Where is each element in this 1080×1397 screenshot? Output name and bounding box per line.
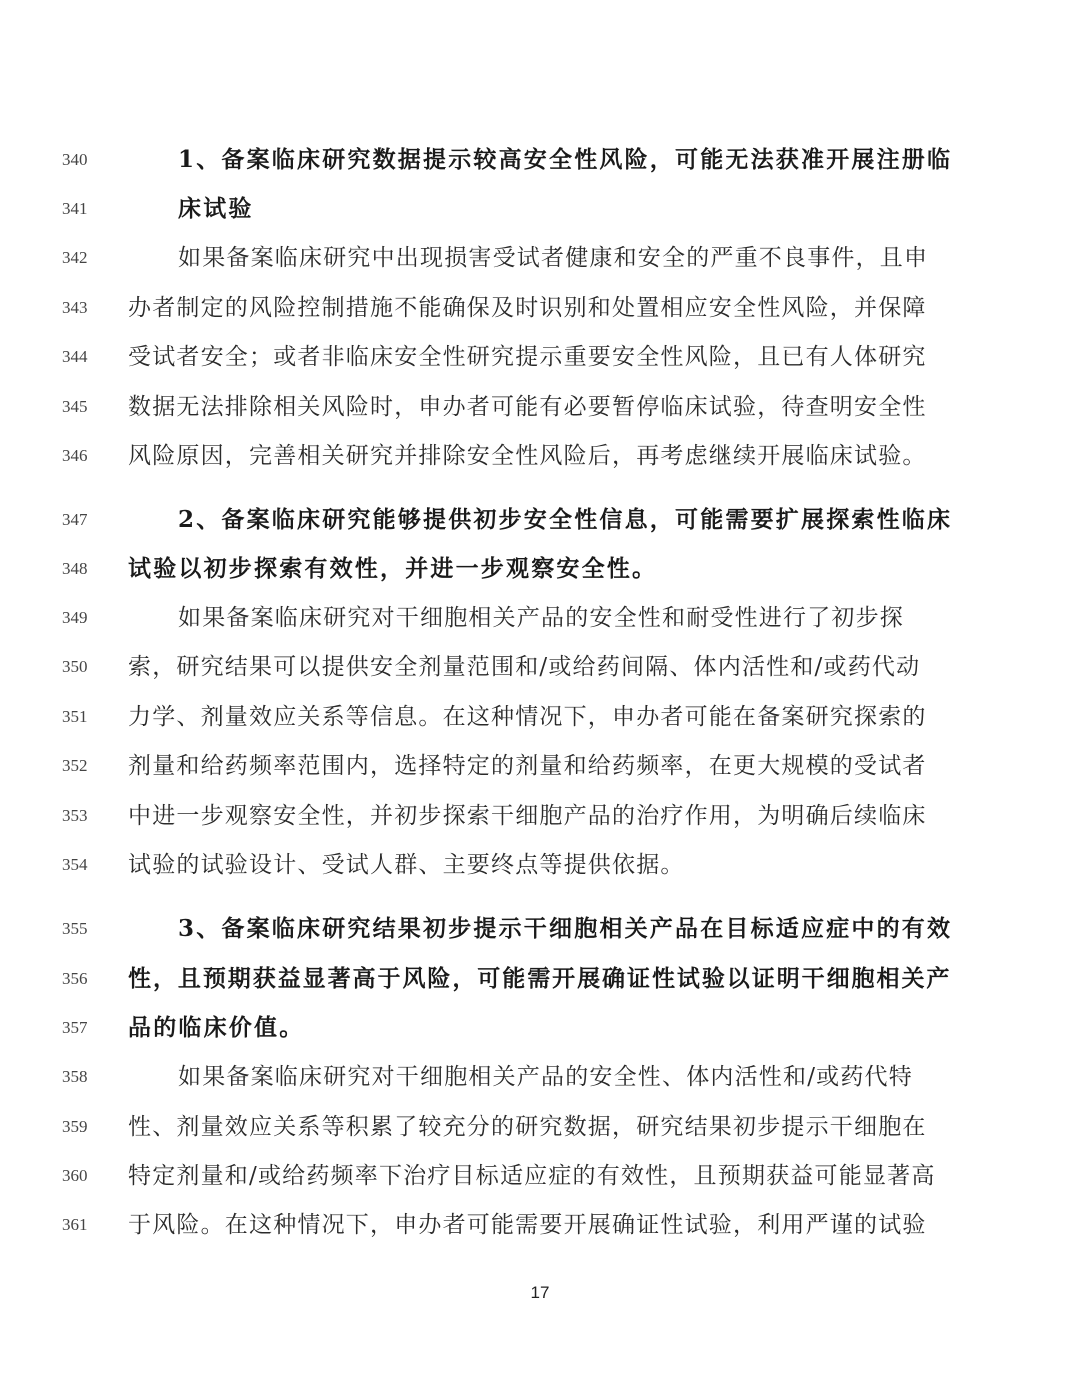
body-text: 中进一步观察安全性，并初步探索干细胞产品的治疗作用，为明确后续临床 [128,803,927,829]
section-heading-3-cont: 品的临床价值。 [128,1014,305,1041]
line-number: 342 [62,248,88,267]
line-number: 349 [62,608,88,627]
body-text: 于风险。在这种情况下，申办者可能需要开展确证性试验，利用严谨的试验 [128,1212,927,1238]
body-text: 如果备案临床研究对干细胞相关产品的安全性、体内活性和/或药代特 [178,1064,913,1090]
line-356 [0,959,1080,999]
line-357 [0,1008,1080,1048]
body-text: 如果备案临床研究对干细胞相关产品的安全性和耐受性进行了初步探 [178,605,904,631]
line-number: 356 [62,969,88,988]
line-359 [0,1107,1080,1147]
line-360 [0,1156,1080,1196]
line-350 [0,647,1080,687]
line-number: 345 [62,397,88,416]
line-number: 341 [62,199,88,218]
section-heading-2: 2、备案临床研究能够提供初步安全性信息，可能需要扩展探索性临床 [178,506,953,533]
line-number: 359 [62,1117,88,1136]
body-text: 如果备案临床研究中出现损害受试者健康和安全的严重不良事件，且申 [178,245,929,271]
line-344 [0,337,1080,377]
line-355 [0,909,1080,949]
section-heading-2-cont: 试验以初步探索有效性，并进一步观察安全性。 [128,555,658,582]
line-353 [0,796,1080,836]
line-341 [0,189,1080,229]
line-number: 346 [62,446,88,465]
line-number: 351 [62,707,88,726]
line-343 [0,288,1080,328]
line-number: 352 [62,756,88,775]
body-text: 剂量和给药频率范围内，选择特定的剂量和给药频率，在更大规模的受试者 [128,753,927,779]
line-number: 354 [62,855,88,874]
line-354 [0,845,1080,885]
line-361 [0,1205,1080,1245]
line-346 [0,436,1080,476]
body-text: 力学、剂量效应关系等信息。在这种情况下，申办者可能在备案研究探索的 [128,704,927,730]
section-heading-1-cont: 床试验 [178,195,254,222]
body-text: 受试者安全；或者非临床安全性研究提示重要安全性风险，且已有人体研究 [128,344,927,370]
line-345 [0,387,1080,427]
line-number: 350 [62,657,88,676]
line-number: 361 [62,1215,88,1234]
line-number: 340 [62,150,88,169]
line-number: 344 [62,347,88,366]
section-heading-3: 3、备案临床研究结果初步提示干细胞相关产品在目标适应症中的有效 [178,915,953,942]
line-351 [0,697,1080,737]
body-text: 试验的试验设计、受试人群、主要终点等提供依据。 [128,852,685,878]
line-number: 347 [62,510,88,529]
body-text: 特定剂量和/或给药频率下治疗目标适应症的有效性，且预期获益可能显著高 [128,1163,936,1189]
line-352 [0,746,1080,786]
line-number: 348 [62,559,88,578]
line-347 [0,500,1080,540]
body-text: 办者制定的风险控制措施不能确保及时识别和处置相应安全性风险，并保障 [128,295,927,321]
section-heading-1: 1、备案临床研究数据提示较高安全性风险，可能无法获准开展注册临 [178,146,953,173]
line-number: 343 [62,298,88,317]
page-number: 17 [530,1283,550,1302]
line-number: 355 [62,919,88,938]
line-348 [0,549,1080,589]
line-342 [0,238,1080,278]
section-heading-3-cont: 性，且预期获益显著高于风险，可能需开展确证性试验以证明干细胞相关产 [128,965,952,992]
body-text: 风险原因，完善相关研究并排除安全性风险后，再考虑继续开展临床试验。 [128,443,927,469]
line-number: 353 [62,806,88,825]
body-text: 性、剂量效应关系等积累了较充分的研究数据，研究结果初步提示干细胞在 [128,1114,927,1140]
line-number: 360 [62,1166,88,1185]
line-358 [0,1057,1080,1097]
line-number: 357 [62,1018,88,1037]
line-number: 358 [62,1067,88,1086]
body-text: 数据无法排除相关风险时，申办者可能有必要暂停临床试验，待查明安全性 [128,394,927,420]
body-text: 索，研究结果可以提供安全剂量范围和/或给药间隔、体内活性和/或药代动 [128,654,921,680]
line-349 [0,598,1080,638]
line-340 [0,140,1080,180]
